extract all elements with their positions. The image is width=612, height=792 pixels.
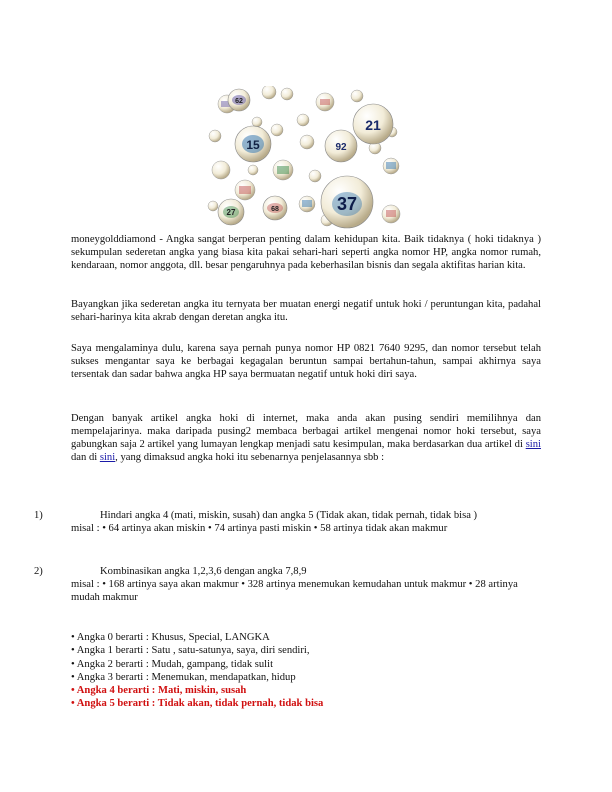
svg-text:92: 92 <box>335 142 347 153</box>
ball-27 <box>218 199 244 225</box>
svg-text:62: 62 <box>235 98 243 105</box>
meaning-1: • Angka 1 berarti : Satu , satu-satunya, saya, diri sendiri, <box>71 645 310 657</box>
ball-37 <box>321 176 373 228</box>
svg-text:15: 15 <box>246 138 260 152</box>
meaning-2: • Angka 2 berarti : Mudah, gampang, tidak sulit <box>71 658 274 670</box>
ball-15 <box>235 126 271 162</box>
item-2-number: 2) <box>34 566 43 577</box>
ball-21 <box>353 104 393 144</box>
svg-text:68: 68 <box>271 206 279 213</box>
svg-text:21: 21 <box>365 117 381 133</box>
lottery-balls-image <box>207 86 405 230</box>
item-2-title: Kombinasikan angka 1,2,3,6 dengan angka 7,8,9 <box>100 566 307 577</box>
item-2-example: misal : • 168 artinya saya akan makmur • 328 artinya menemukan kemudahan untuk makmur • 28 artinya mudah makmur <box>71 579 518 604</box>
item-1-title: Hindari angka 4 (mati, miskin, susah) dan angka 5 (Tidak akan, tidak pernah, tidak bisa ) <box>100 510 478 521</box>
ball-92 <box>325 130 357 162</box>
meaning-4: • Angka 4 berarti : Mati, miskin, susah <box>71 685 247 697</box>
item-1-number: 1) <box>34 510 43 521</box>
svg-text:37: 37 <box>336 194 358 214</box>
meaning-5: • Angka 5 berarti : Tidak akan, tidak pernah, tidak bisa <box>71 698 324 710</box>
intro-paragraph: moneygolddiamond - Angka sangat berperan penting dalam kehidupan kita. Baik tidaknya ( hoki tidaknya ) sekumpulan sederetan angka yang biasa kita pakai sehari-hari seperti angka nomor HP, angka nomor rumah, kendaraan, nomor anggota, dll. besar pengaruhnya pada keberhasilan bisnis dan segala aktifitas harian kita. <box>71 234 541 272</box>
item-1-example: misal : • 64 artinya akan miskin • 74 artinya pasti miskin • 58 artinya tidak akan makmur <box>71 523 448 534</box>
ball-62 <box>228 89 250 111</box>
paragraph-articles <box>71 412 541 464</box>
number-meaning-list <box>71 631 323 711</box>
source-link-1[interactable]: sini <box>525 439 541 451</box>
source-link-2[interactable]: sini <box>99 452 116 464</box>
svg-text:27: 27 <box>226 208 236 217</box>
paragraph-articles-text-3: , yang dimaksud angka hoki itu sebenarnya penjelasannya sbb : <box>115 452 385 464</box>
meaning-0: • Angka 0 berarti : Khusus, Special, LANGKA <box>71 632 270 643</box>
paragraph-articles-text-1: Dengan banyak artikel angka hoki di internet, maka anda akan pusing sendiri memilihnya dan mempelajarinya. maka daripada pusing2 membaca berbagai artikel mengenai nomor hoki tersebut, saya gabungkan saja 2 artikel yang lumayan lengkap menjadi satu kesimpulan, maka berdasarkan dua artikel di <box>71 413 541 451</box>
meaning-3: • Angka 3 berarti : Menemukan, mendapatkan, hidup <box>71 671 296 683</box>
paragraph-articles-text-2: dan di <box>71 452 100 464</box>
ball-68 <box>263 196 287 220</box>
paragraph-negative-energy: Bayangkan jika sederetan angka itu ternyata ber muatan energi negatif untuk hoki / peruntungan kita, padahal sehari-harinya kita akrab dengan deretan angka itu. <box>71 299 541 324</box>
paragraph-personal-story: Saya mengalaminya dulu, karena saya pernah punya nomor HP 0821 7640 9295, dan nomor tersebut telah sukses mengantar saya ke berbagai kegagalan beruntun sampai bertahun-tahun, sampai akhirnya saya tersentak dan sadar bahwa angka HP saya bermuatan negatif untuk hoki diri saya. <box>71 343 541 381</box>
